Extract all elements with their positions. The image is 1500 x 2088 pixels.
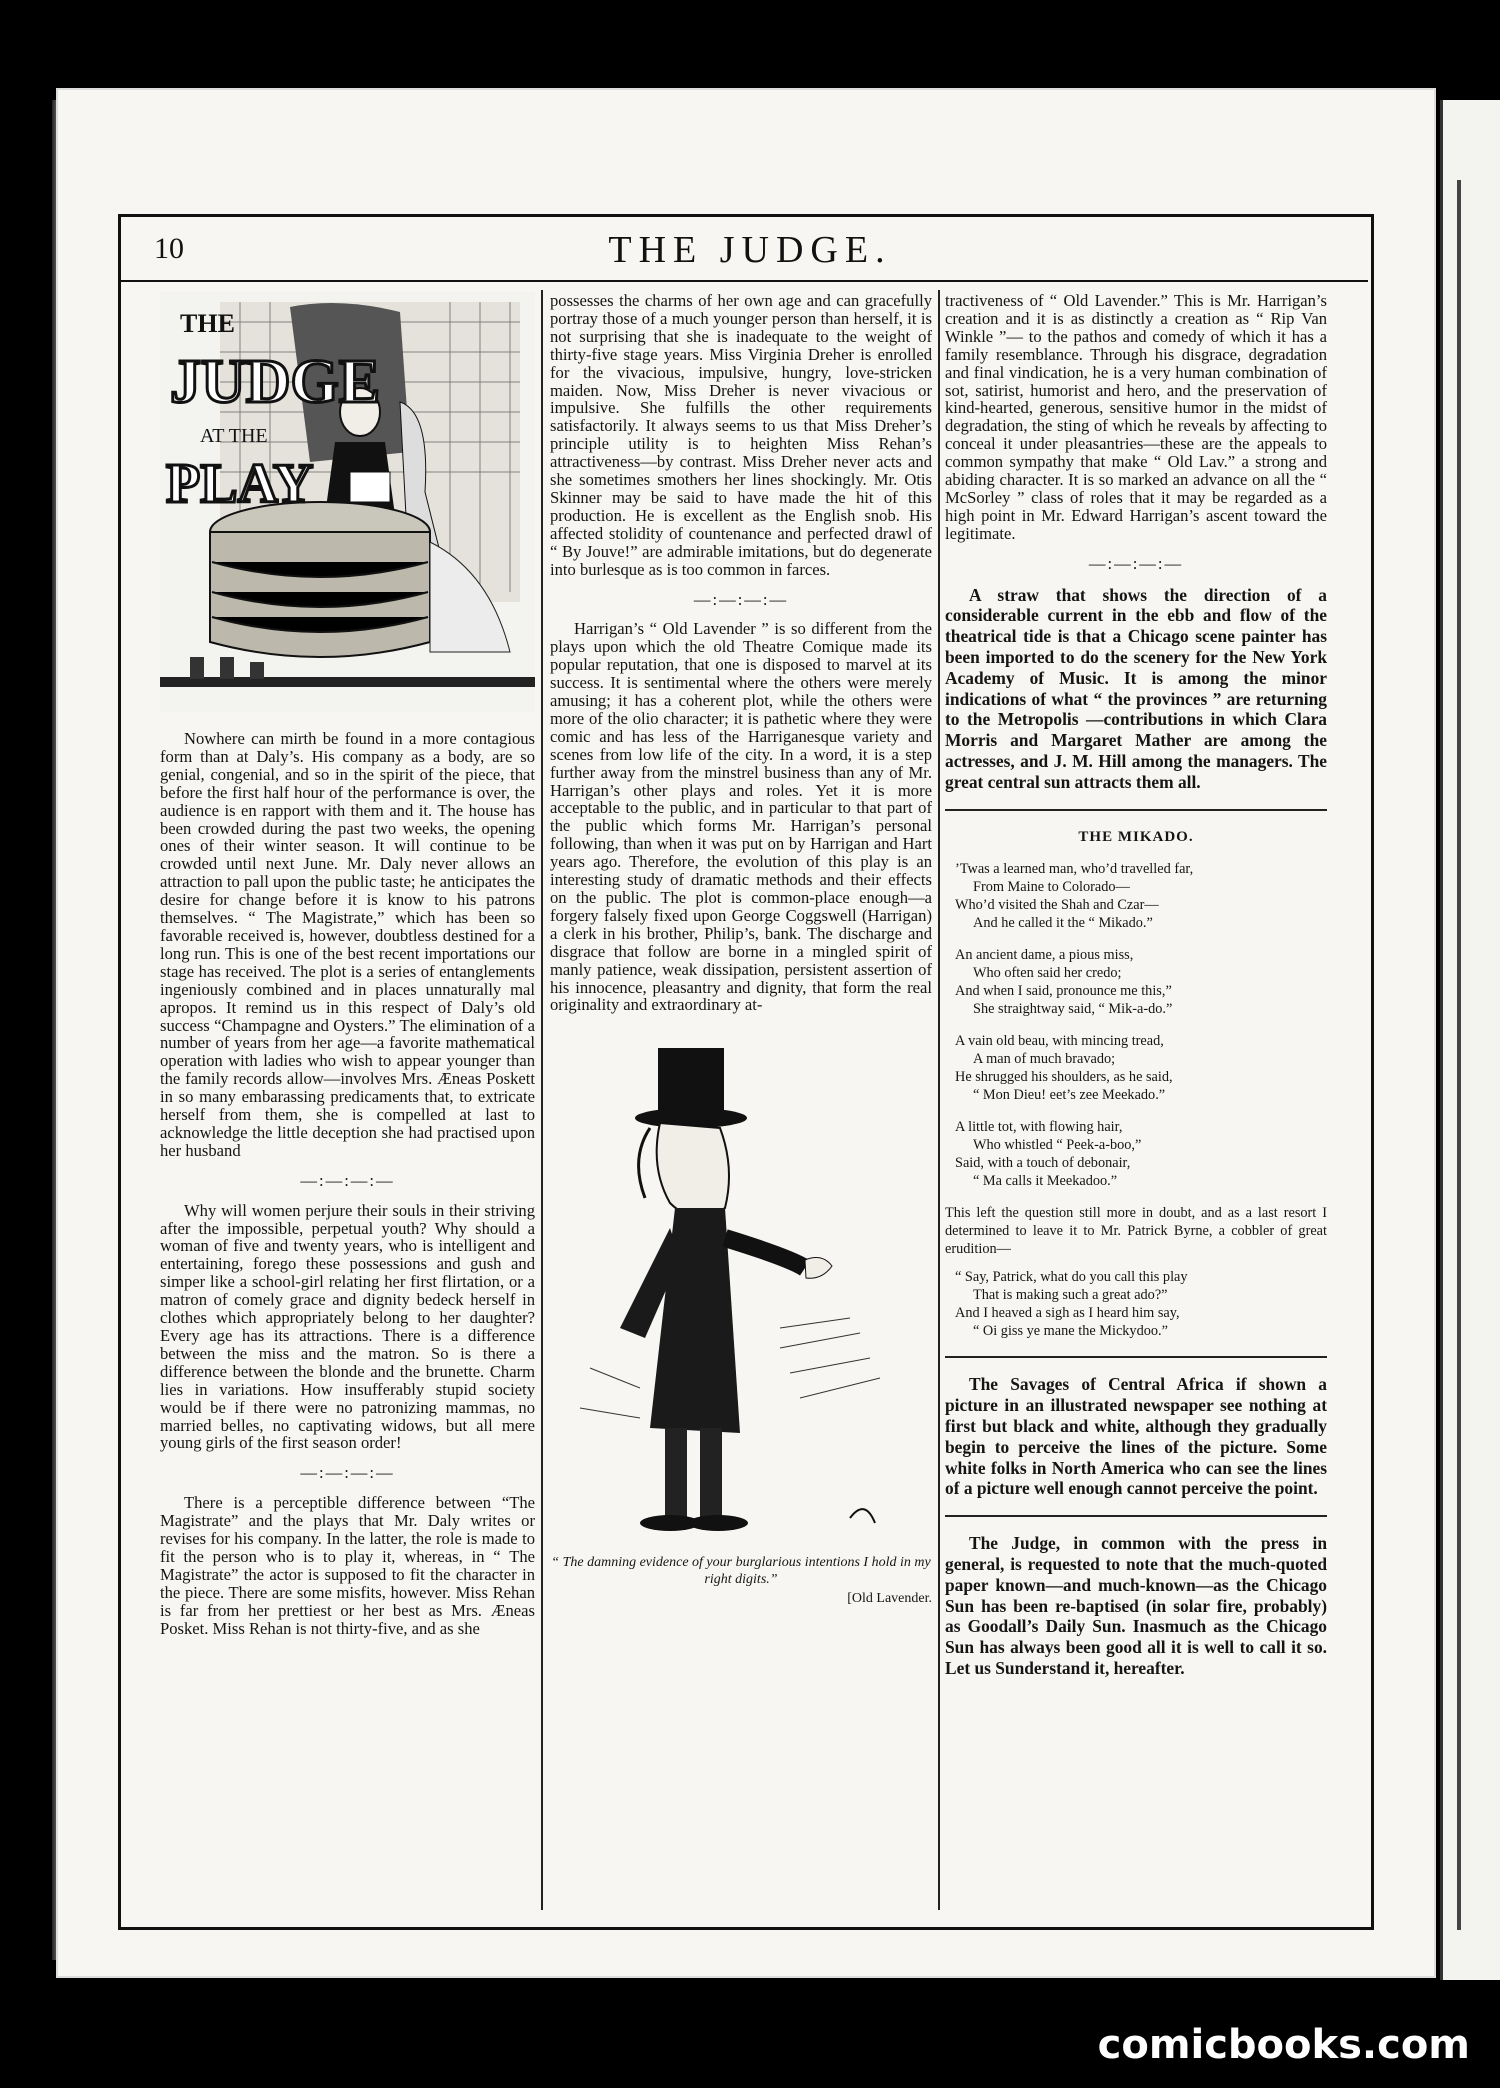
chicago-sun-paragraph: The Judge, in common with the press in general, is requested to note that the much-quoted paper known—and much-known—as the Chicago Sun has been re-baptised (in solar fire, probably) as Goodall’s Daily Sun. Inasmuch as the Chicago Sun has always been good all it is well to call it so. Let us Sunderstand it, hereafter.: [945, 1533, 1327, 1679]
column-rule: [938, 290, 940, 1910]
poem-stanza: A vain old beau, with mincing tread, A man of much bravado; He shrugged his shoulders, as he said, “ Mon Dieu! eet’s zee Meekado.”: [955, 1033, 1173, 1104]
old-lavender-paragraph: Harrigan’s “ Old Lavender ” is so different from the plays upon which the old Theatre Comique made its popular reputation, that one is disposed to marvel at its success. It is sentimental where the others were merely amusing; it has a coherent plot, while the others were more of the olio character; it is pathetic where they were comic and has less of the Harriganesque variety and scenes from low life of the city. In a word, it is a step further away from the minstrel business than any of Mr. Harrigan’s other plays and roles. Yet it is more acceptable to the public, and in particular to that part of the public which forms Mr. Harrigan’s personal following, than when it was put on by Harrigan and Hart years ago. Therefore, the evolution of this play is an interesting study of dramatic methods and their effects on the public. The plot is common-place enough—a forgery falsely fixed upon George Coggswell (Harrigan) a clerk in his brother, Philip’s, bank. The discharge and disgrace that follow are borne in a mingled spirit of manly patience, weak dissipation, persistent assertion of his innocence, pleasantry and dignity, that form the real originality and extraordinary at-: [550, 619, 932, 1015]
column-1: [160, 292, 535, 1638]
watermark: comicbooks.com: [1097, 2022, 1470, 2068]
column-rule-horizontal: [945, 809, 1327, 811]
judge-illustration-label-1: THE: [180, 309, 235, 338]
poem-stanza: A little tot, with flowing hair, Who whistled “ Peek-a-boo,” Said, with a touch of debonair, “ Ma calls it Meekadoo.”: [955, 1119, 1142, 1190]
page-header: [150, 228, 1350, 288]
section-separator: —:—:—:—: [693, 589, 789, 609]
judge-illustration-label-4: PLAY: [166, 453, 314, 515]
savages-paragraph: The Savages of Central Africa if shown a picture in an illustrated newspaper see nothing at first but black and white, although they gradually begin to perceive the lines of the picture. Some white folks in North America who can see the lines of a picture well enough cannot perceive the point.: [945, 1374, 1327, 1499]
column-rule-horizontal: [945, 1515, 1327, 1517]
section-separator: —:—:—:—: [300, 1463, 395, 1483]
section-separator: —:—:—:—: [300, 1170, 395, 1190]
column-3: [945, 292, 1327, 1679]
old-lavender-caption: “ The damning evidence of your burglarious intentions I hold in my right digits.”: [551, 1555, 931, 1588]
daly-review-paragraph: Nowhere can mirth be found in a more contagious form than at Daly’s. His company as a body, are so genial, congenial, and so in the spirit of the piece, that before the first half hour of the performance is over, the audience is en rapport with them and it. The house has been crowded during the past two weeks, the opening ones of their winter season. It will continue to be crowded until next June. Mr. Daly never allows an attraction to pall upon the public taste; he anticipates the desire for change before it is know to his patrons themselves. “ The Magistrate,” which has been so favorable received is, however, doubtless destined for a long run. This is one of the best recent importations our stage has received. The plot is a series of entanglements ingeniously combined and in places unnaturally mal apropos. It remind us in this respect of Daly’s old success “Champagne and Oysters.” The elimination of a number of years from her age—a favorite mathematical operation with ladies who wish to appear younger than the family records allow—involves Mrs. Æneas Poskett in so many embarassing predicaments that, to extricate herself from them, she is compelled at last to acknowledge the little deception she had practised upon her husband: [160, 729, 535, 1160]
poem-stanza: ’Twas a learned man, who’d travelled far, From Maine to Colorado— Who’d visited the Shah and Czar— And he called it the “ Mikado.”: [955, 861, 1194, 932]
column-rule-horizontal: [945, 1356, 1327, 1358]
rehan-dreher-paragraph: possesses the charms of her own age and can gracefully portray those of a much younger person than herself, it is not surprising that she is inadequate to the weight of thirty-five stage years. Miss Virginia Dreher is enrolled for the vivacious, impulsive, hungry, love-stricken maiden. Now, Miss Dreher is never vivacious or impulsive. She fulfills the other requirements satisfactorily. It always seems to us that Miss Dreher’s principle utility is to heighten Miss Rehan’s attractiveness—by contrast. Miss Dreher never acts and she sometimes smothers her lines shockingly. Mr. Otis Skinner may be said to have made the hit of this production. He is excellent as the English snob. His affected stolidity of countenance and perfected drawl of “ By Jouve!” are admirable imitations, but do degenerate into burlesque as is too common in farces.: [550, 291, 932, 579]
women-youth-paragraph: Why will women perjure their souls in their striving after the impossible, perpetual youth? Why should a woman of five and twenty years, who is intelligent and entertaining, forego these possessions and gush and simper like a school-girl relating her first flirtation, or a matron of comely grace and dignity bedeck herself in clothes which appropriately belong to her daughter? Every age has its attractions. There is a difference between the miss and the matron. So is there a difference between the blonde and the brunette. Charm lies in variations. How insufferably stupid society would be if there were no patronizing mammas, no married belles, no captivating widows, but all mere young girls of the first season order!: [160, 1200, 535, 1453]
poem-stanza: An ancient dame, a pious miss, Who often said her credo; And when I said, pronounce me this,” She straightway said, “ Mik-a-do.”: [955, 947, 1173, 1018]
page-number: 10: [154, 232, 184, 265]
next-page-edge: [1440, 100, 1500, 1980]
old-lavender-credit: [Old Lavender.: [847, 1591, 932, 1607]
judge-at-the-play-illustration: [160, 292, 535, 712]
section-separator: —:—:—:—: [1088, 553, 1184, 573]
old-lavender-illustration: [550, 1028, 932, 1548]
header-rule: [120, 280, 1368, 282]
judge-illustration-label-3: AT THE: [200, 425, 268, 447]
judge-illustration-label-2: JUDGE: [170, 348, 381, 416]
masthead-title: THE JUDGE.: [608, 229, 892, 271]
magistrate-difference-paragraph: There is a perceptible difference between “The Magistrate” and the plays that Mr. Daly writes or revises for his company. In the latter, the role is made to fit the person who is to play it, whereas, in “ The Magistrate” the actor is supposed to fit the character in the piece. There are some misfits, however. Miss Rehan is far from her prettiest or her best as Mrs. Æneas Posket. Miss Rehan is not thirty-five, and as she: [160, 1493, 535, 1638]
old-lavender-continued-paragraph: tractiveness of “ Old Lavender.” This is Mr. Harrigan’s creation and it is as distinctly a creation as “ Rip Van Winkle ”— to the pathos and comedy of which it has a family resemblance. Through his disgrace, degradation and final vindication, he is a very human combination of sot, satirist, humorist and hero, and the preservation of kind-hearted, generous, sensitive humor in the midst of degradation, the sting of which he reveals by affecting to conceal it under pleasantries—these are the appeals to common sympathy that make “ Old Lav.” a strong and abiding character. It is so marked an advance on all the “ McSorley ” class of roles that it may be regarded as a high point in Mr. Edward Harrigan’s ascent toward the legitimate.: [945, 291, 1327, 543]
column-rule: [541, 290, 543, 1910]
poem-interlude: This left the question still more in doubt, and as a last resort I determined to leave it to Mr. Patrick Byrne, a cobbler of great erudition—: [945, 1205, 1327, 1258]
poem-stanza: “ Say, Patrick, what do you call this play That is making such a great ado?” And I heaved a sigh as I heard him say, “ Oi giss ye mane the Mickydoo.”: [955, 1269, 1188, 1340]
chicago-painter-paragraph: A straw that shows the direction of a considerable current in the ebb and flow of the theatrical tide is that a Chicago scene painter has been imported to do the scenery for the New York Academy of Music. It is among the minor indications of what “ the provinces ” are returning to the Metropolis —contributions in which Clara Morris and Margaret Mather are among the actresses, and J. M. Hill among the managers. The great central sun attracts them all.: [945, 584, 1327, 792]
column-2: [550, 292, 932, 1608]
poem-title: THE MIKADO.: [1078, 828, 1194, 845]
